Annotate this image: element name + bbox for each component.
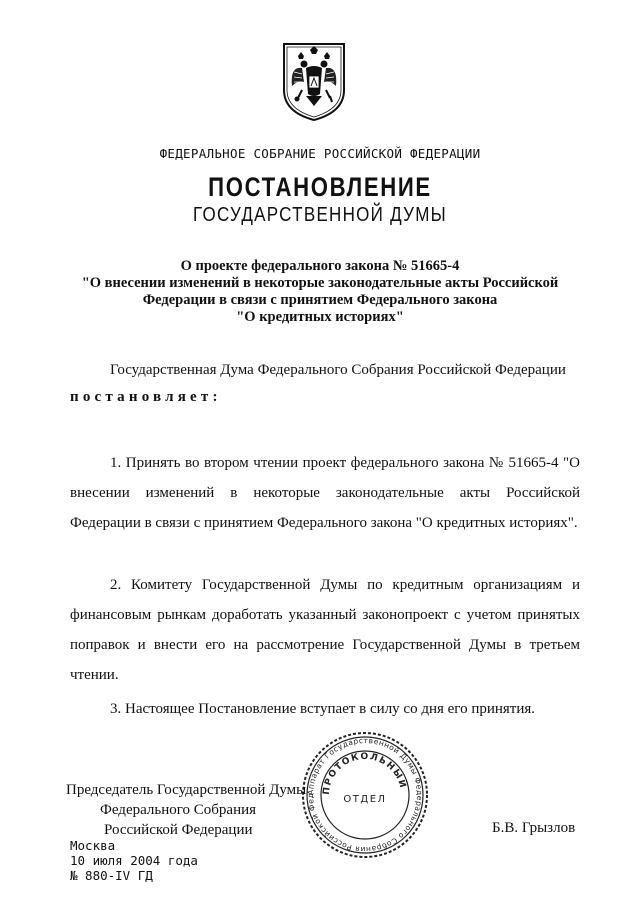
- double-headed-eagle-icon: [280, 40, 348, 122]
- resolution-item-2: 2. Комитету Государственной Думы по кредитным организациям и финансовым рынкам доработать указанный законопроект с учетом принятых поправок и внести его на рассмотрение Государственной Думы в третьем чтении.: [70, 577, 580, 683]
- resolution-item-1: 1. Принять во втором чтении проект федерального закона № 51665-4 "О внесении изменений в некоторые законодательные акты Российской Федерации в связи с принятием Федерального закона "О кредитных историях".: [70, 455, 580, 531]
- signer-title-line: Председатель Государственной Думы: [66, 782, 307, 798]
- subject-line: О проекте федерального закона № 51665-4: [180, 258, 460, 274]
- intro-paragraph: Государственная Дума Федерального Собрания Российской Федерации: [110, 362, 566, 378]
- svg-text:ПРОТОКОЛЬНЫЙ: [322, 752, 410, 795]
- stamp-seal-icon: [300, 730, 430, 860]
- document-type-title: ПОСТАНОВЛЕНИЕ: [208, 172, 432, 202]
- subject-line: "О кредитных историях": [236, 309, 404, 325]
- stamp-inner-text: ПРОТОКОЛЬНЫЙ: [321, 751, 408, 796]
- signer-title-line: Российской Федерации: [104, 822, 253, 838]
- resolution-subject: [60, 258, 580, 326]
- issue-date: 10 июля 2004 года: [70, 853, 198, 868]
- issue-place: Москва: [70, 838, 116, 853]
- issuer-subtitle: ГОСУДАРСТВЕННОЙ ДУМЫ: [193, 204, 447, 226]
- subject-line: Федерации в связи с принятием Федерального закона: [142, 292, 498, 308]
- decree-word: постановляет:: [70, 389, 222, 405]
- signer-name: Б.В. Грызлов: [492, 820, 576, 836]
- resolution-item-3: 3. Настоящее Постановление вступает в силу со дня его принятия.: [110, 701, 536, 717]
- stamp-center-text: ОТДЕЛ: [343, 794, 387, 805]
- subject-line: "О внесении изменений в некоторые законодательные акты Российской: [81, 275, 559, 291]
- organization-name: ФЕДЕРАЛЬНОЕ СОБРАНИЕ РОССИЙСКОЙ ФЕДЕРАЦИИ: [159, 146, 481, 161]
- stamp-outer-text: Аппарат Государственной Думы Федерального Собрания Российской Фед: [305, 735, 425, 855]
- signer-title-line: Федерального Собрания: [100, 802, 257, 818]
- official-stamp: [300, 730, 430, 860]
- coat-of-arms-emblem: [280, 40, 348, 122]
- document-number: № 880-IV ГД: [70, 868, 153, 883]
